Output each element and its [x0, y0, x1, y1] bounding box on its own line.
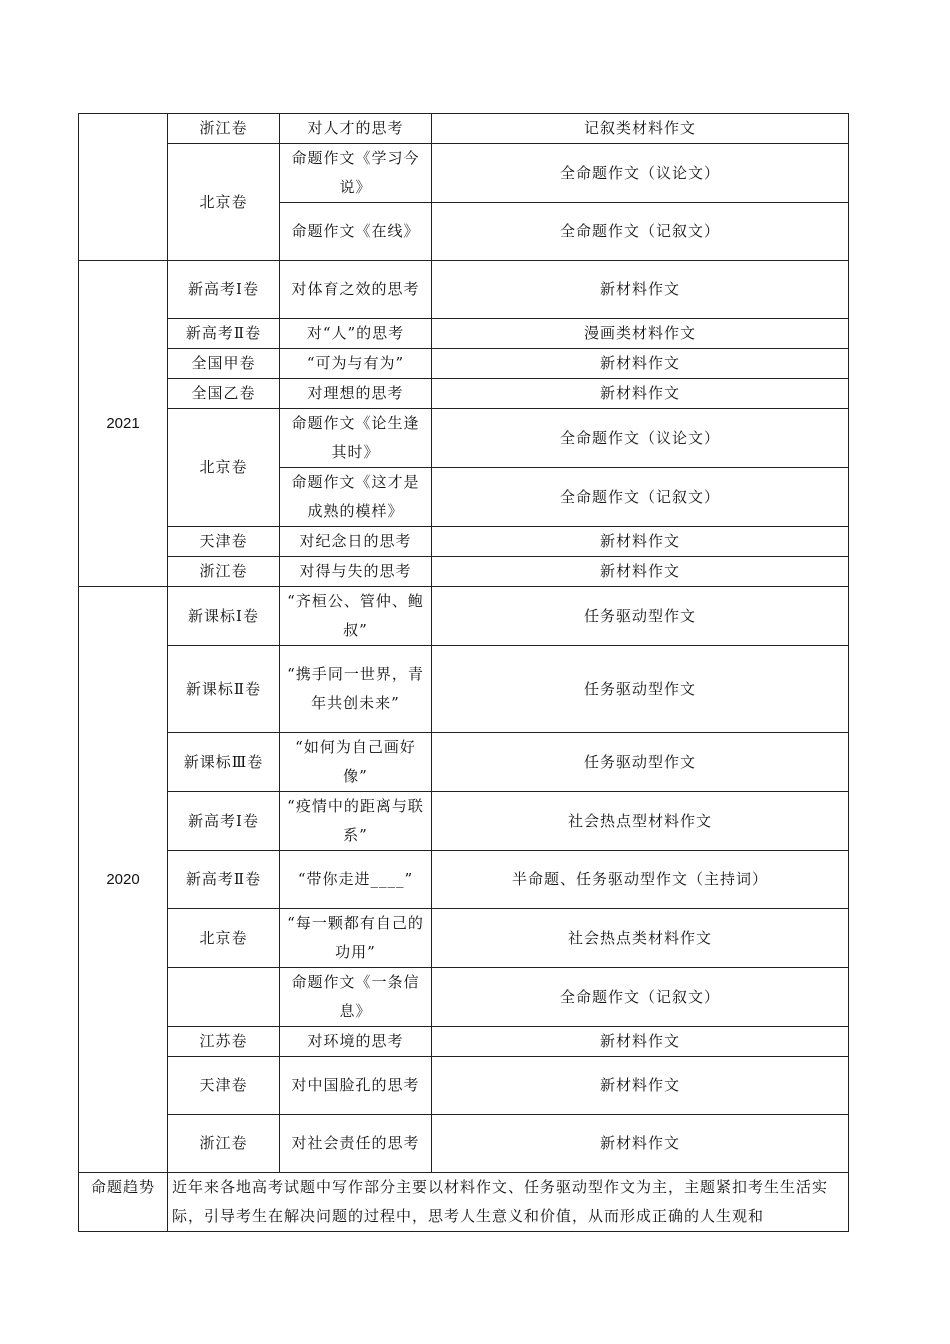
topic-cell: 对纪念日的思考	[280, 527, 432, 557]
type-cell: 漫画类材料作文	[432, 319, 849, 349]
type-cell: 新材料作文	[432, 1057, 849, 1115]
paper-cell: 北京卷	[168, 144, 280, 261]
topic-cell: 对得与失的思考	[280, 557, 432, 587]
topic-cell: 命题作文《这才是成熟的模样》	[280, 468, 432, 527]
paper-cell: 新课标Ⅲ卷	[168, 733, 280, 792]
type-cell: 新材料作文	[432, 557, 849, 587]
year-cell: 2020	[79, 587, 168, 1173]
type-cell: 新材料作文	[432, 1027, 849, 1057]
paper-cell: 新高考Ⅰ卷	[168, 261, 280, 319]
topic-cell: 对社会责任的思考	[280, 1115, 432, 1173]
paper-cell: 浙江卷	[168, 114, 280, 144]
paper-cell: 天津卷	[168, 1057, 280, 1115]
paper-cell: 新高考Ⅱ卷	[168, 319, 280, 349]
paper-cell: 新课标Ⅰ卷	[168, 587, 280, 646]
type-cell: 任务驱动型作文	[432, 646, 849, 733]
paper-cell: 北京卷	[168, 909, 280, 968]
year-cell	[79, 114, 168, 261]
topic-cell: 对体育之效的思考	[280, 261, 432, 319]
type-cell: 全命题作文（议论文）	[432, 409, 849, 468]
topic-cell: “疫情中的距离与联系”	[280, 792, 432, 851]
topic-cell: “如何为自己画好像”	[280, 733, 432, 792]
type-cell: 全命题作文（记叙文）	[432, 203, 849, 261]
topic-cell: 对理想的思考	[280, 379, 432, 409]
topic-cell: “可为与有为”	[280, 349, 432, 379]
topic-cell: 对人才的思考	[280, 114, 432, 144]
paper-cell	[168, 968, 280, 1027]
trend-label: 命题趋势	[79, 1173, 168, 1232]
topic-cell: 命题作文《论生逢其时》	[280, 409, 432, 468]
paper-cell: 浙江卷	[168, 1115, 280, 1173]
topic-cell: 命题作文《一条信息》	[280, 968, 432, 1027]
type-cell: 记叙类材料作文	[432, 114, 849, 144]
topic-cell: “带你走进____”	[280, 851, 432, 909]
topic-cell: 对“人”的思考	[280, 319, 432, 349]
type-cell: 全命题作文（记叙文）	[432, 968, 849, 1027]
topic-cell: 命题作文《学习今说》	[280, 144, 432, 203]
paper-cell: 北京卷	[168, 409, 280, 527]
topic-cell: 对中国脸孔的思考	[280, 1057, 432, 1115]
type-cell: 全命题作文（记叙文）	[432, 468, 849, 527]
paper-cell: 全国乙卷	[168, 379, 280, 409]
paper-cell: 江苏卷	[168, 1027, 280, 1057]
type-cell: 社会热点类材料作文	[432, 909, 849, 968]
paper-cell: 新高考Ⅰ卷	[168, 792, 280, 851]
paper-cell: 全国甲卷	[168, 349, 280, 379]
paper-cell: 浙江卷	[168, 557, 280, 587]
topic-cell: “每一颗都有自己的功用”	[280, 909, 432, 968]
type-cell: 新材料作文	[432, 1115, 849, 1173]
paper-cell: 天津卷	[168, 527, 280, 557]
paper-cell: 新高考Ⅱ卷	[168, 851, 280, 909]
type-cell: 新材料作文	[432, 349, 849, 379]
type-cell: 任务驱动型作文	[432, 587, 849, 646]
type-cell: 社会热点型材料作文	[432, 792, 849, 851]
type-cell: 新材料作文	[432, 261, 849, 319]
type-cell: 新材料作文	[432, 379, 849, 409]
type-cell: 任务驱动型作文	[432, 733, 849, 792]
trend-text: 近年来各地高考试题中写作部分主要以材料作文、任务驱动型作文为主，主题紧扣考生生活实际，引导考生在解决问题的过程中，思考人生意义和价值，从而形成正确的人生观和	[168, 1173, 849, 1232]
type-cell: 新材料作文	[432, 527, 849, 557]
type-cell: 半命题、任务驱动型作文（主持词）	[432, 851, 849, 909]
topic-cell: “齐桓公、管仲、鲍叔”	[280, 587, 432, 646]
topic-cell: 命题作文《在线》	[280, 203, 432, 261]
year-cell: 2021	[79, 261, 168, 587]
exam-table	[78, 113, 849, 1232]
type-cell: 全命题作文（议论文）	[432, 144, 849, 203]
topic-cell: “携手同一世界，青年共创未来”	[280, 646, 432, 733]
paper-cell: 新课标Ⅱ卷	[168, 646, 280, 733]
topic-cell: 对环境的思考	[280, 1027, 432, 1057]
